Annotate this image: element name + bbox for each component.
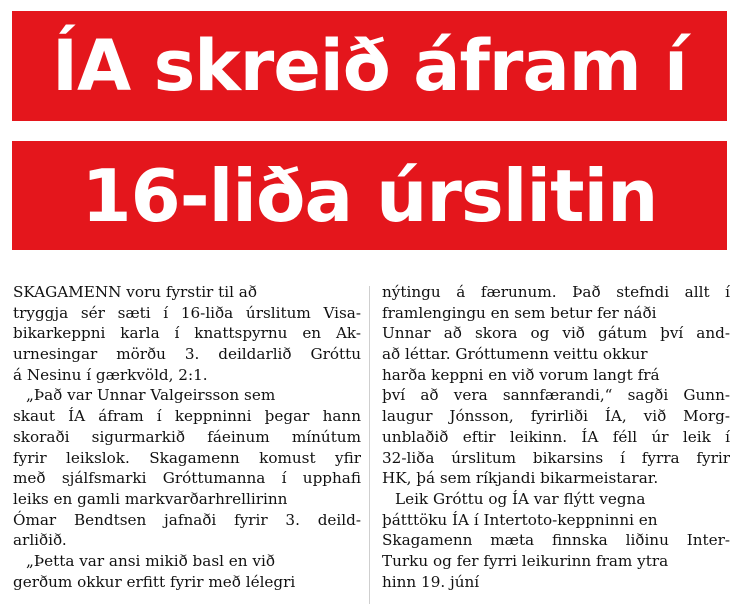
text-line: fyrir leikslok. Skagamenn komust yfir [13, 448, 361, 467]
text-line: nýtingu á færunum. Það stefndi allt í [382, 283, 730, 301]
text-line: Unnar að skora og við gátum því and- [382, 324, 730, 343]
headline-line-2 [12, 141, 727, 250]
text-line: SKAGAMENN voru fyrstir til að [13, 283, 257, 301]
text-line: því að vera sannfærandi,“ sagði Gunn- [382, 386, 730, 405]
text-line: gerðum okkur erfitt fyrir með lélegri [13, 572, 296, 591]
text-line: Turku og fer fyrri leikurinn fram ytra [382, 551, 669, 570]
text-line: harða keppni en við vorum langt frá [382, 365, 660, 384]
text-line: Ómar Bendtsen jafnaði fyrir 3. deild- [13, 510, 361, 529]
headline-line-1 [12, 11, 727, 121]
text-line: 32-liða úrslitum bikarsins í fyrra fyrir [382, 448, 730, 467]
text-line: bikarkeppni karla í knattspyrnu en Ak- [13, 324, 361, 343]
headline-text-2: 16-liða úrslitin [81, 153, 658, 238]
text-line: Leik Gróttu og ÍA var flýtt vegna [395, 489, 646, 508]
text-line: með sjálfsmarki Gróttumanna í upphafi [13, 469, 361, 488]
text-line: leiks en gamli markvarðarhrellirinn [13, 489, 288, 508]
text-line: unblaðið eftir leikinn. ÍA féll úr leik í [382, 427, 730, 446]
text-line: HK, þá sem ríkjandi bikarmeistarar. [382, 469, 659, 488]
article-column-left [13, 282, 361, 592]
text-line: urnesingar mörðu 3. deildarlið Gróttu [13, 345, 361, 364]
column-divider [369, 286, 370, 604]
text-line: hinn 19. júní [382, 572, 480, 591]
text-line: laugur Jónsson, fyrirliði ÍA, við Morg- [382, 407, 730, 426]
article-column-right [382, 282, 730, 592]
text-line: skaut ÍA áfram í keppninni þegar hann [13, 407, 361, 426]
text-line: að léttar. Gróttumenn veittu okkur [382, 345, 648, 364]
text-line: Skagamenn mæta finnska liðinu Inter- [382, 531, 730, 550]
text-line: tryggja sér sæti í 16-liða úrslitum Visa- [13, 303, 361, 322]
text-line: „Þetta var ansi mikið basl en við [26, 551, 275, 570]
text-line: á Nesinu í gærkvöld, 2:1. [13, 365, 208, 384]
text-line: framlengingu en sem betur fer náði [382, 303, 657, 322]
text-line: þátttöku ÍA í Intertoto-keppninni en [382, 510, 658, 529]
text-line: „Það var Unnar Valgeirsson sem [26, 386, 276, 405]
text-line: arliðið. [13, 531, 67, 550]
headline-text-1: ÍA skreið áfram í [51, 25, 687, 107]
text-line: skoraði sigurmarkið fáeinum mínútum [13, 427, 361, 446]
